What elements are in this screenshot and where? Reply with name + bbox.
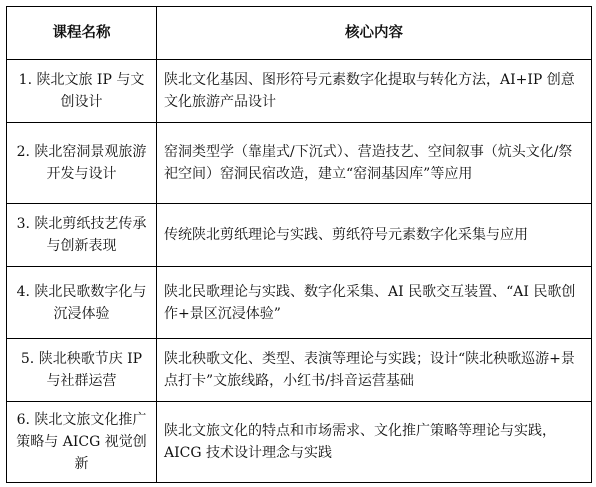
core-content-cell: 陕北文旅文化的特点和市场需求、文化推广策略等理论与实践， AICG 技术设计理念与实践 bbox=[157, 402, 592, 483]
course-name-cell: 1. 陕北文旅 IP 与文创设计 bbox=[7, 60, 157, 123]
course-name-cell: 3. 陕北剪纸技艺传承与创新表现 bbox=[7, 204, 157, 267]
table-row bbox=[7, 267, 592, 339]
table-row bbox=[7, 204, 592, 267]
table-header-row bbox=[7, 7, 592, 60]
header-course-name: 课程名称 bbox=[7, 7, 157, 60]
core-content-cell: 陕北文化基因、图形符号元素数字化提取与转化方法，AI+IP 创意文化旅游产品设计 bbox=[157, 60, 592, 123]
course-table bbox=[6, 6, 592, 483]
course-name-cell: 5. 陕北秧歌节庆 IP 与社群运营 bbox=[7, 339, 157, 402]
table-row bbox=[7, 60, 592, 123]
table-row bbox=[7, 123, 592, 204]
course-name-cell: 2. 陕北窑洞景观旅游开发与设计 bbox=[7, 123, 157, 204]
table-row bbox=[7, 339, 592, 402]
table-row bbox=[7, 402, 592, 483]
header-core-content: 核心内容 bbox=[157, 7, 592, 60]
core-content-cell: 陕北秧歌文化、类型、表演等理论与实践；设计“陕北秧歌巡游+景点打卡”文旅线路，小红书/抖音运营基础 bbox=[157, 339, 592, 402]
course-name-cell: 4. 陕北民歌数字化与沉浸体验 bbox=[7, 267, 157, 339]
core-content-cell: 窑洞类型学（靠崖式/下沉式）、营造技艺、空间叙事（炕头文化/祭祀空间）窑洞民宿改造，建立“窑洞基因库”等应用 bbox=[157, 123, 592, 204]
course-name-cell: 6. 陕北文旅文化推广策略与 AICG 视觉创新 bbox=[7, 402, 157, 483]
core-content-cell: 陕北民歌理论与实践、数字化采集、AI 民歌交互装置、“AI 民歌创作+景区沉浸体验” bbox=[157, 267, 592, 339]
core-content-cell: 传统陕北剪纸理论与实践、剪纸符号元素数字化采集与应用 bbox=[157, 204, 592, 267]
